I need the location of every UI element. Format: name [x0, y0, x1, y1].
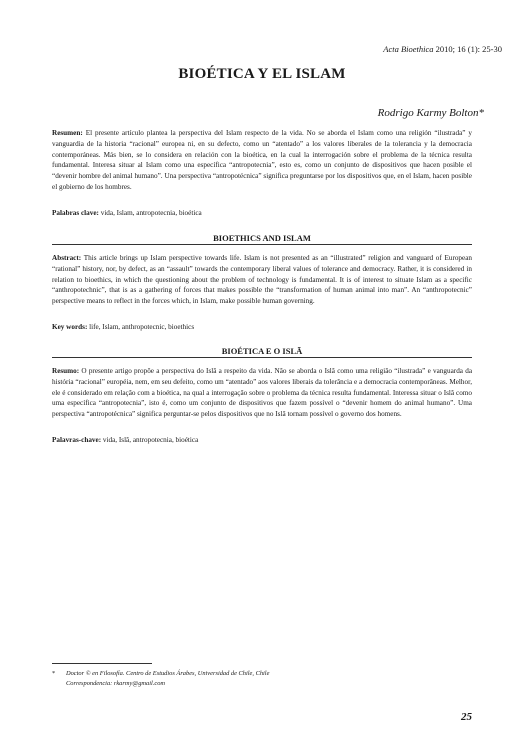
resumen-text: El presente artículo plantea la perspectiva del Islam respecto de la vida. No se aborda el Islam como una religión “ilustrada” y vanguardia de la historia “racional” europea ni, en su defecto, como un “atentado” a los valores liberales de la tolerancia y la democracia contemporáneas. Más bien, se lo considera en relación con la bioética, en la cual la interrogación sobre el problema de la técnica resulta fundamental. Interesa situar al Islam como una específica “antropotecnia”, esto es, como un conjunto de dispositivos que hacen posible el “devenir hombre del animal humano”. Una perspectiva “antropotécnica” significa preguntarse por los dispositivos que, en el Islam, hacen posible el gobierno de los hombres. [52, 129, 472, 191]
resumen-label: Resumen: [52, 129, 83, 137]
page-number: 25 [461, 711, 472, 723]
portuguese-section-heading: BIOÉTICA E O ISLÃ [52, 346, 472, 358]
portuguese-keywords-label: Palavras-chave: [52, 436, 102, 444]
article-title: BIOÉTICA Y EL ISLAM [178, 66, 346, 82]
portuguese-abstract [52, 366, 472, 420]
english-abstract-label: Abstract: [52, 254, 82, 262]
english-abstract [52, 253, 472, 307]
journal-issue: 2010; 16 (1): 25-30 [435, 44, 502, 54]
portuguese-keywords-text: vida, Islã, antropotecnia, bioética [102, 436, 199, 444]
english-section-heading: BIOETHICS AND ISLAM [52, 233, 472, 245]
journal-reference [383, 44, 502, 54]
resumen-keywords [52, 209, 472, 217]
footnote-affiliation: Doctor © en Filosofía. Centro de Estudios Árabes, Universidad de Chile, Chile [66, 670, 270, 677]
english-abstract-text: This article brings up Islam perspective towards life. Islam is not presented as an “illustrated” religion and vanguard of European “rational” history, nor, by defect, as an “assault” towards the contemporary liberal values of tolerance and democracy. Rather, it is considered in relation to bioethics, in which the questioning about the problem of technology is fundamental. It is of interest to situate Islam as a specific “anthropotechnic”, that is as a gathering of forces that makes possible the “transformation of human animal into man”. An “anthropotecnic” perspective means to reflect in the forces which, in Islam, make possible human governing. [52, 254, 472, 306]
footnote-correspondence: Correspondencia: rkarmy@gmail.com [66, 680, 166, 687]
portuguese-abstract-text: O presente artigo propõe a perspectiva do Islã a respeito da vida. Não se aborda o Islã como uma religião “ilustrada” e vanguarda da história “racional” européia, nem, em seu defeito, como um “atentado” aos valores liberais da tolerância e a democracia contemporâneas. Melhor, ele é considerado em relação com a bioética, na qual a interrogação sobre o problema da técnica resulta fundamental. Interessa situar o Islã como uma específica “antropotecnia”, isto é, como um conjunto de dispositivos que fazem possível o “devenir homem do animal humano”. Uma perspectiva “antropotécnica” significa perguntar-se pelos dispositivos que no Islã tornam possível o governo dos homens. [52, 367, 473, 419]
english-keywords-label: Key words: [52, 323, 88, 331]
english-keywords-text: life, Islam, anthropotecnic, bioethics [89, 323, 195, 331]
portuguese-keywords [52, 436, 472, 444]
author-name: Rodrigo Karmy Bolton* [377, 107, 484, 119]
resumen-keywords-text: vida, Islam, antropotecnia, bioética [100, 209, 202, 217]
footnote-text [66, 669, 269, 689]
footnote-divider [52, 663, 152, 664]
journal-name: Acta Bioethica [383, 44, 434, 54]
resumen-abstract [52, 128, 472, 193]
portuguese-abstract-label: Resumo: [52, 367, 80, 375]
footnote-mark: * [52, 670, 56, 677]
resumen-keywords-label: Palabras clave: [52, 209, 99, 217]
english-keywords [52, 323, 472, 331]
